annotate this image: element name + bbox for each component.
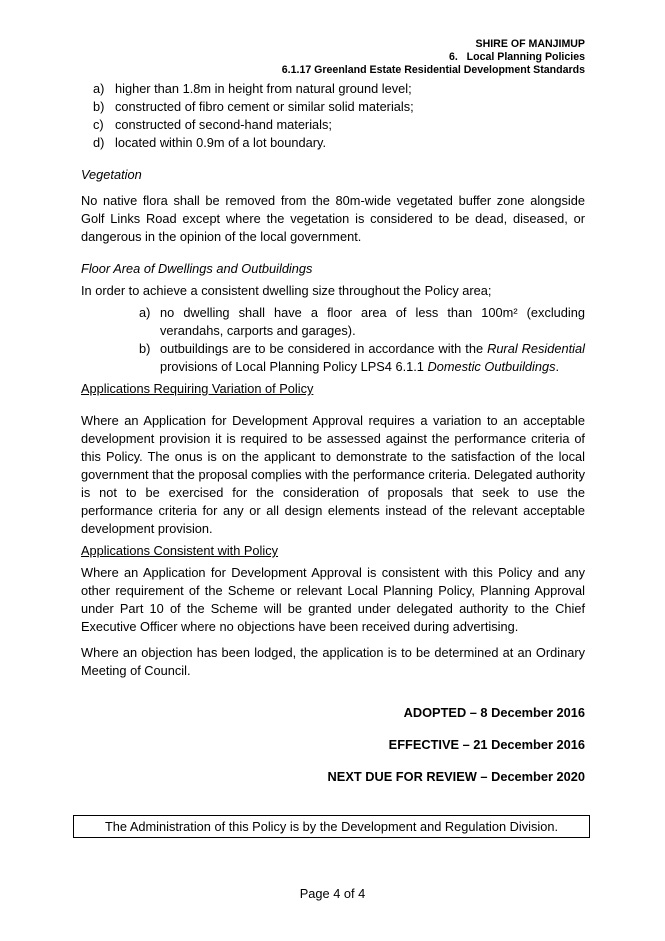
page-header (282, 38, 585, 77)
administration-box: The Administration of this Policy is by the Development and Regulation Division. (73, 815, 590, 838)
variation-heading: Applications Requiring Variation of Policy (81, 381, 314, 396)
floor-area-intro: In order to achieve a consistent dwelling size throughout the Policy area; (81, 283, 492, 298)
vegetation-paragraph: No native flora shall be removed from the 80m-wide vegetated buffer zone alongside Golf Links Road except where the vegetation is considered to be dead, diseased, or dangerous in the opinion of the local government. (81, 193, 585, 244)
consistent-heading: Applications Consistent with Policy (81, 543, 279, 558)
consistent-paragraph-1: Where an Application for Development Approval is consistent with this Policy and any other requirement of the Scheme or relevant Local Planning Policy, Planning Approval under Part 10 of the Scheme will be granted under delegated authority to the Chief Executive Officer where no objections have been received during advertising. (81, 565, 585, 634)
list-item: d) located within 0.9m of a lot boundary. (93, 135, 327, 150)
vegetation-heading: Vegetation (81, 167, 142, 182)
document-body (81, 80, 585, 786)
consistent-paragraph-2: Where an objection has been lodged, the application is to be determined at an Ordinary Meeting of Council. (81, 645, 585, 678)
list-item: c) constructed of second-hand materials; (93, 117, 332, 132)
list-item: b) constructed of fibro cement or similar solid materials; (93, 99, 414, 114)
variation-paragraph: Where an Application for Development Approval requires a variation to an acceptable development provision it is required to be assessed against the performance criteria of this Policy. The onus is on the applicant to demonstrate to the satisfaction of the local government that the proposal complies with the performance criteria. Delegated authority is not to be exercised for the consideration of proposals that seek to use the performance criteria for any or all design elements instead of the relevant acceptable development provision. (81, 413, 585, 536)
list-item: b) outbuildings are to be considered in accordance with the Rural Residential provisions of Local Planning Policy LPS4 6.1.1 Domestic Outbuildings. (139, 341, 585, 374)
floor-area-heading: Floor Area of Dwellings and Outbuildings (81, 261, 313, 276)
list-item: a) higher than 1.8m in height from natural ground level; (93, 81, 412, 96)
header-section: 6. Local Planning Policies (449, 51, 585, 63)
effective-date: EFFECTIVE – 21 December 2016 (388, 737, 585, 752)
review-date: NEXT DUE FOR REVIEW – December 2020 (327, 769, 585, 784)
header-organisation: SHIRE OF MANJIMUP (475, 38, 585, 50)
list-item: a) no dwelling shall have a floor area of less than 100m² (excluding verandahs, carports and garages). (139, 305, 585, 338)
header-policy-title: 6.1.17 Greenland Estate Residential Development Standards (281, 64, 585, 76)
floor-area-list (81, 304, 585, 376)
adopted-date: ADOPTED – 8 December 2016 (403, 705, 585, 720)
page-number: Page 4 of 4 (299, 886, 366, 901)
fence-restrictions-list (81, 80, 585, 152)
